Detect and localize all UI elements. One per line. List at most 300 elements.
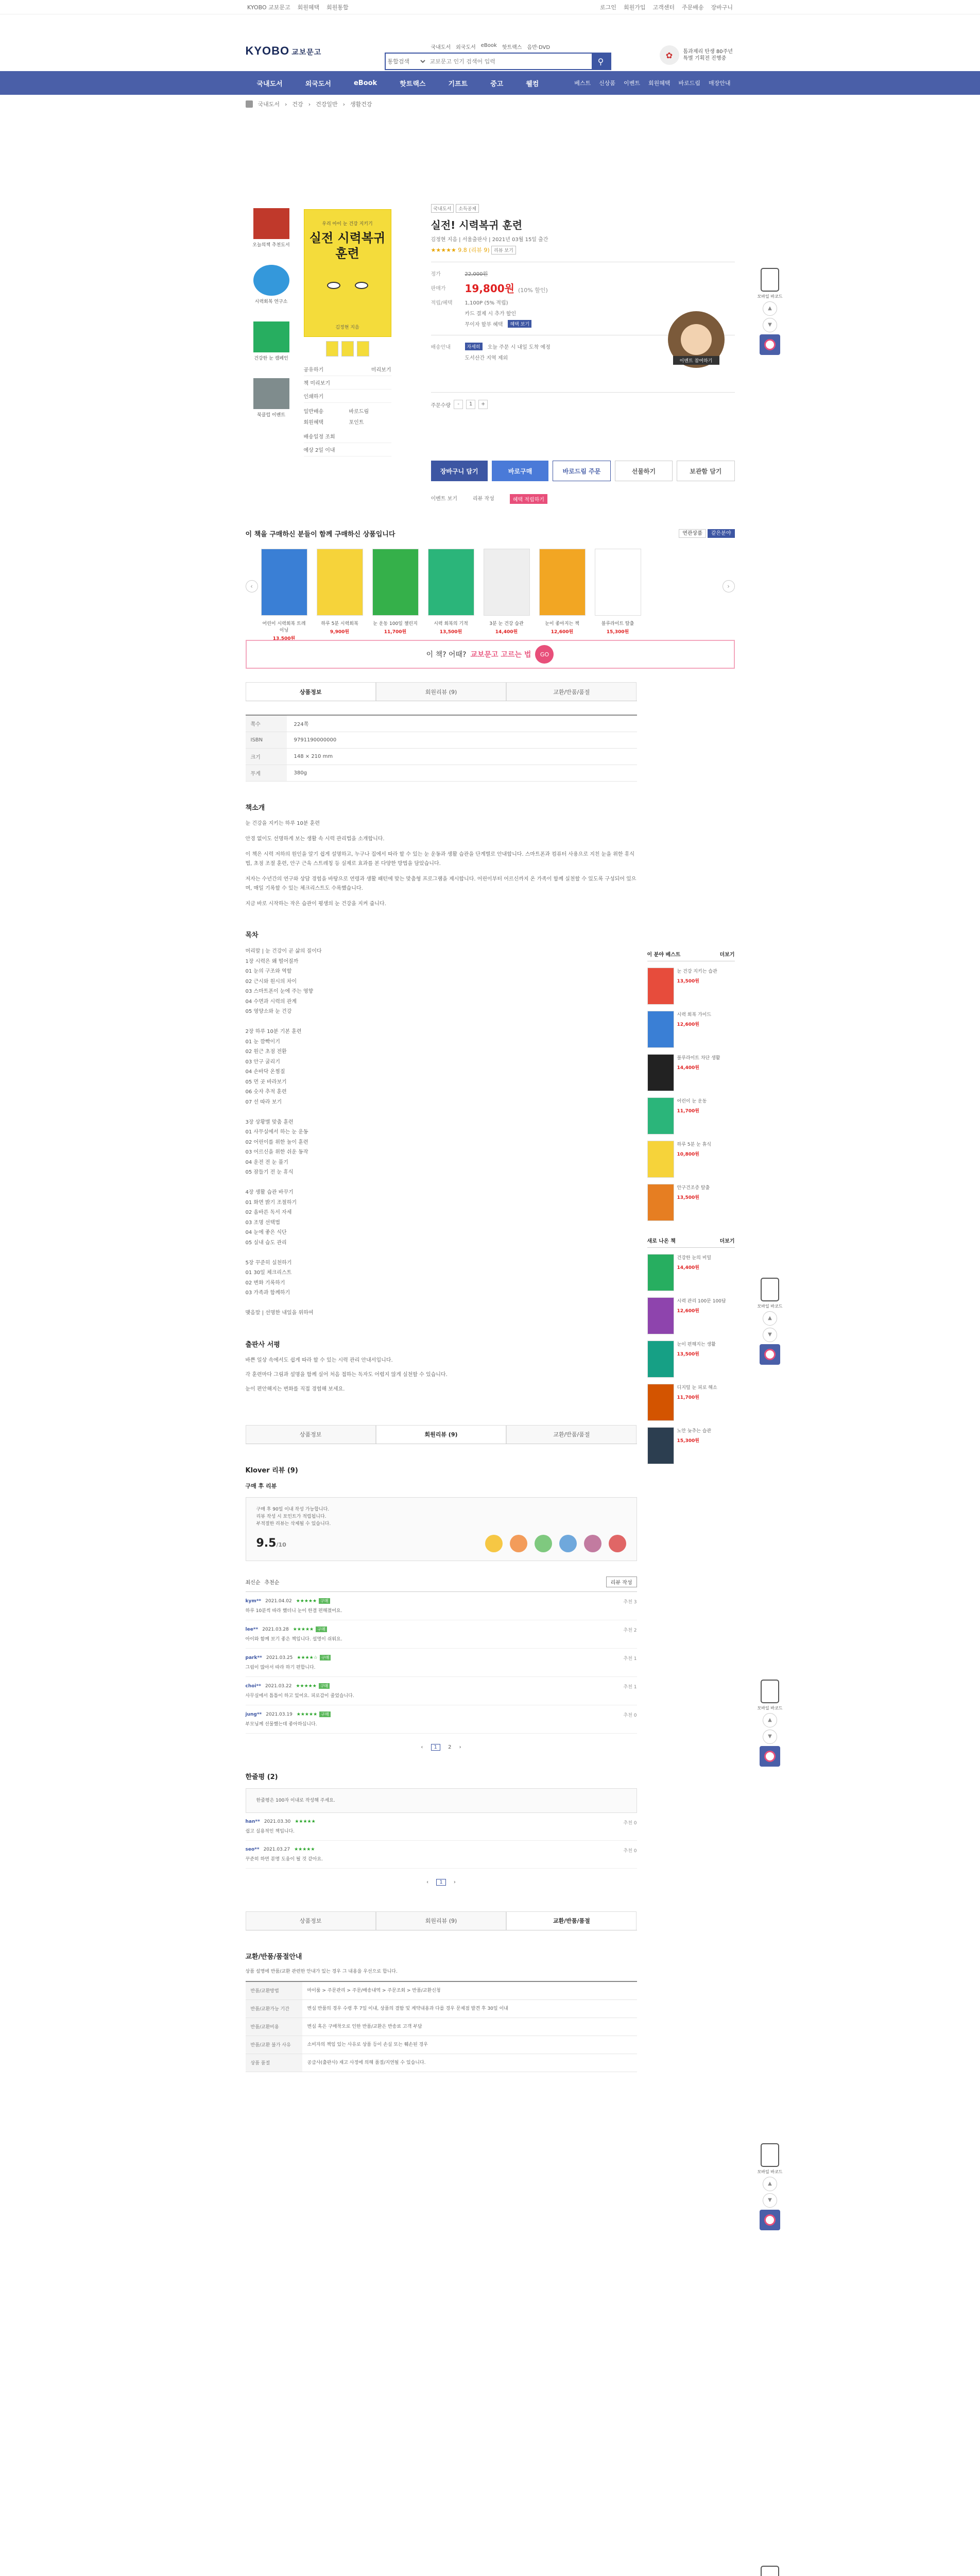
right-col-price: 13,500원 — [677, 1352, 699, 1357]
toc-item: 01 눈의 구조와 역할 — [245, 969, 292, 974]
search-icon[interactable]: ⚲ — [592, 54, 610, 69]
add-to-cart-button[interactable]: 장바구니 담기 — [431, 461, 488, 481]
recs-tab[interactable]: 연관상품 — [679, 529, 706, 538]
scroll-up-icon[interactable]: ▲ — [763, 1713, 777, 1727]
right-col-title: 안구건조증 탈출 — [677, 1185, 710, 1191]
review-section-title: Klover 리뷰 (9) — [245, 1466, 298, 1475]
page-number[interactable]: 2 — [448, 1744, 452, 1750]
left-info-grid-item[interactable]: 회원혜택 — [303, 420, 324, 426]
like-button[interactable]: 추천 2 — [623, 1628, 637, 1633]
sort-option[interactable]: 최신순 — [245, 1580, 261, 1586]
review-stars: ★★★★☆ — [297, 1655, 318, 1660]
toc-item: 04 손바닥 온찜질 — [245, 1069, 285, 1075]
right-col-price: 11,700원 — [677, 1395, 699, 1400]
rec-title: 시력 회복의 기적 — [434, 621, 468, 626]
nav-sub-item[interactable]: 매장안내 — [708, 80, 731, 87]
prev-arrow-icon[interactable]: ‹ — [246, 580, 258, 592]
right-col-item[interactable] — [647, 1384, 735, 1421]
cover-thumbnails — [304, 341, 391, 357]
toc-item: 05 영양소와 눈 건강 — [245, 1009, 292, 1014]
rating-link[interactable]: 리뷰 보기 — [491, 246, 516, 255]
review-user[interactable]: jung** — [245, 1711, 262, 1717]
product-detail-table — [246, 715, 637, 782]
review-head — [246, 1847, 637, 1852]
right-col-text — [677, 1184, 710, 1221]
rec-cover — [484, 549, 530, 616]
right-col-price: 12,600원 — [677, 1309, 699, 1314]
shipping-text: 도서산간 지역 제외 — [465, 355, 508, 361]
toc-item: 06 숫자 추적 훈련 — [245, 1089, 287, 1095]
toc-title: 목차 — [245, 931, 259, 939]
floating-event-icon[interactable] — [760, 1344, 780, 1365]
thumbnail[interactable] — [357, 341, 369, 357]
review-text: 그림이 많아서 따라 하기 편합니다. — [245, 1665, 316, 1670]
prev-page-icon[interactable]: ‹ — [426, 1879, 429, 1885]
customer-center-link[interactable]: 고객센터 — [652, 4, 675, 11]
right-col-title: 건강한 눈의 비밀 — [677, 1256, 712, 1261]
book-cover[interactable] — [304, 209, 391, 337]
gift-icon: ✿ — [660, 45, 679, 65]
right-col-title: 시력 관리 100문 100답 — [677, 1299, 726, 1304]
toc-item: 03 조명 선택법 — [245, 1219, 280, 1226]
tab-product-info[interactable]: 상품정보 — [246, 1911, 376, 1930]
publisher-paragraph: 각 훈련마다 그림과 설명을 함께 실어 처음 접하는 독자도 어렵지 않게 실천할 수 있습니다. — [245, 1371, 448, 1378]
right-col-price: 14,400원 — [677, 1265, 699, 1270]
floating-event-icon[interactable] — [760, 1746, 780, 1767]
side-ad[interactable]: 건강한 눈 캠페인 — [246, 321, 297, 371]
publisher-paragraph: 바쁜 일상 속에서도 쉽게 따라 할 수 있는 시력 관리 안내서입니다. — [245, 1357, 393, 1363]
policy-value: 소비자의 책임 있는 사유로 상품 등이 손실 또는 훼손된 경우 — [307, 2042, 428, 2047]
review-date: 2021.03.27 — [263, 1846, 290, 1852]
toc-item: 04 운전 전 눈 풀기 — [245, 1159, 288, 1165]
nav-sub-item[interactable]: 신상품 — [599, 80, 616, 87]
review-summary — [246, 1497, 637, 1561]
banner-highlight: 교보문고 고르는 법 — [470, 651, 531, 659]
toc-item: 5장 꾸준히 실천하기 — [245, 1260, 292, 1266]
emotion-icon[interactable] — [584, 1535, 601, 1552]
next-arrow-icon[interactable]: › — [723, 580, 735, 592]
left-info-grid-item[interactable]: 바로드림 — [349, 409, 369, 415]
floating-sidebar — [754, 268, 785, 355]
review-head — [246, 1819, 637, 1824]
toc-item — [246, 1017, 637, 1027]
policy-key: 반품/교환 불가 사유 — [246, 2036, 302, 2054]
review-user[interactable]: kym** — [245, 1598, 262, 1604]
order-tracking-link[interactable]: 주문배송 — [681, 4, 704, 11]
points-label: 적립/혜택 — [431, 300, 453, 306]
mobile-barcode-icon[interactable] — [761, 2143, 779, 2167]
recs-list — [246, 549, 735, 641]
product-title: 실전! 시력복귀 훈련 — [431, 219, 523, 231]
nav-item[interactable]: 중고 — [490, 80, 504, 88]
more-link[interactable]: 더보기 — [719, 952, 735, 958]
floating-sidebar — [754, 1680, 785, 1767]
event-character[interactable] — [668, 311, 725, 368]
ad-image — [253, 378, 289, 409]
right-col-item[interactable] — [647, 1254, 735, 1291]
rec-item[interactable] — [372, 549, 419, 641]
right-col-item[interactable] — [647, 1184, 735, 1221]
info-value: 148 × 210 mm — [294, 754, 333, 759]
left-info-grid-item[interactable]: 포인트 — [349, 420, 364, 426]
review-text: 꾸준히 하면 분명 도움이 될 것 같아요. — [245, 1856, 323, 1862]
right-col-title: 눈 건강 지키는 습관 — [677, 969, 717, 974]
like-button[interactable]: 추천 1 — [623, 1684, 637, 1690]
promo-banner[interactable] — [246, 640, 735, 669]
scroll-down-icon[interactable]: ▼ — [763, 1730, 777, 1744]
review-user[interactable]: lee** — [245, 1626, 259, 1632]
rec-price: 12,600원 — [551, 630, 574, 635]
thumbnail[interactable] — [341, 341, 354, 357]
shipping-label: 배송안내 — [431, 345, 451, 350]
right-col-title: 노안 늦추는 습관 — [677, 1429, 712, 1434]
emotion-icon[interactable] — [510, 1535, 527, 1552]
tab-product-info[interactable]: 상품정보 — [246, 682, 376, 701]
benefit-link[interactable]: 혜택 적립하기 — [510, 494, 547, 504]
left-side-ads — [246, 208, 302, 435]
rec-item[interactable] — [539, 549, 586, 641]
toc-item: 02 올바른 독서 자세 — [245, 1210, 292, 1215]
review-item — [246, 1705, 637, 1734]
toc-item: 2장 하루 10분 기본 훈련 — [245, 1029, 302, 1035]
pickup-order-button[interactable]: 바로드림 주문 — [553, 461, 610, 481]
review-item — [246, 1592, 637, 1620]
intro-paragraph: 이 책은 시력 저하의 원인을 알기 쉽게 설명하고, 누구나 집에서 따라 할 수 있는 눈 운동과 생활 습관을 단계별로 안내합니다. 스마트폰과 컴퓨터 사용으로 지친 눈을 위한 휴식법, 초점 조절 훈련, 안구 근육 스트레칭 등 실제로 효과를 본 다양한 방법을 담았습니다. — [245, 852, 635, 867]
toc-item: 03 가족과 함께하기 — [245, 1290, 290, 1296]
intro-paragraph: 안경 없이도 선명하게 보는 생활 속 시력 관리법을 소개합니다. — [245, 836, 385, 842]
review-link[interactable]: 리뷰 작성 — [472, 496, 494, 502]
intro-paragraph: 지금 바로 시작하는 작은 습관이 평생의 눈 건강을 지켜 줍니다. — [245, 901, 386, 907]
write-review-button[interactable]: 리뷰 작성 — [606, 1577, 637, 1587]
nav-sub-item[interactable]: 바로드림 — [678, 80, 700, 87]
rec-item[interactable] — [317, 549, 363, 641]
site-logo[interactable]: KYOBO 교보문고 — [245, 44, 322, 57]
review-stars: ★★★★★ — [296, 1598, 317, 1604]
scroll-up-icon[interactable]: ▲ — [763, 1311, 777, 1326]
mobile-barcode-icon[interactable] — [761, 1278, 779, 1301]
publisher-review-title: 출판사 서평 — [245, 1341, 280, 1349]
sale-price: 19,800원 (10% 할인) — [465, 282, 548, 295]
review-text: 아이와 함께 보기 좋은 책입니다. 설명이 쉬워요. — [245, 1636, 342, 1642]
join-link[interactable]: 회원가입 — [623, 4, 646, 11]
side-ad[interactable]: 시력회복 연구소 — [246, 265, 297, 314]
toc-item: 04 눈에 좋은 식단 — [245, 1230, 287, 1235]
page-number[interactable]: 1 — [431, 1744, 440, 1751]
recs-title: 이 책을 구매하신 분들이 함께 구매하신 상품입니다 — [245, 531, 396, 538]
floating-sidebar — [754, 2566, 785, 2576]
review-user[interactable]: park** — [245, 1655, 262, 1660]
banner-go-button[interactable]: GO — [535, 645, 554, 664]
left-product-info — [304, 363, 391, 456]
review-note: 구매 후 90일 이내 작성 가능합니다. — [256, 1506, 330, 1512]
event-ring-icon — [764, 1349, 776, 1360]
quantity-stepper: 주문수량 - 1 + — [431, 400, 735, 409]
rec-item[interactable] — [484, 549, 530, 641]
breadcrumb-item[interactable]: 생활건강 — [350, 101, 372, 108]
points: 1,100P (5% 적립) — [465, 300, 508, 306]
rec-cover — [428, 549, 474, 616]
policy-table — [246, 1981, 637, 2072]
publisher-paragraph: 눈이 편안해지는 변화를 직접 경험해 보세요. — [245, 1386, 345, 1392]
next-page-icon[interactable]: › — [459, 1744, 461, 1750]
info-row — [246, 749, 637, 765]
topbar-link[interactable]: 회원혜택 — [297, 4, 320, 11]
quantity-value[interactable]: 1 — [466, 400, 475, 409]
tab-product-info[interactable]: 상품정보 — [246, 1425, 376, 1444]
right-col-cover — [647, 1254, 674, 1291]
review-note: 한줄평은 100자 이내로 작성해 주세요. — [256, 1798, 335, 1803]
cover-illustration — [320, 282, 375, 289]
short-review-list — [246, 1813, 637, 1869]
floating-event-icon[interactable] — [760, 2210, 780, 2230]
tab-policy[interactable]: 교환/반품/품절 — [506, 1911, 637, 1930]
header-link[interactable]: 국내도서 — [431, 45, 451, 50]
tab-policy[interactable]: 교환/반품/품절 — [506, 1425, 637, 1444]
right-col-item[interactable] — [647, 1054, 735, 1091]
nav-item[interactable]: 국내도서 — [256, 80, 283, 88]
policy-row — [246, 2054, 637, 2072]
review-user[interactable]: han** — [245, 1819, 260, 1824]
emotion-icon[interactable] — [609, 1535, 626, 1552]
review-pager — [246, 1744, 637, 1751]
left-info-row[interactable]: 책 미리보기 — [303, 381, 330, 386]
preview-button[interactable]: 미리보기 — [371, 367, 391, 373]
right-col-cover — [647, 1184, 674, 1221]
minus-button[interactable]: - — [454, 400, 463, 409]
nav-item[interactable]: 기프트 — [448, 80, 468, 88]
rec-item[interactable] — [595, 549, 641, 641]
thumbnail[interactable] — [326, 341, 338, 357]
policy-key: 반품/교환방법 — [246, 1982, 302, 1999]
mobile-barcode-icon[interactable] — [761, 2566, 779, 2576]
top-utility-bar — [0, 0, 980, 14]
toc-item: 03 어르신을 위한 쉬운 동작 — [245, 1149, 308, 1155]
ad-image — [253, 265, 289, 296]
cover-author: 김정현 지음 — [335, 325, 359, 330]
gift-button[interactable]: 선물하기 — [615, 461, 673, 481]
info-key: ISBN — [246, 732, 287, 748]
review-item — [246, 1649, 637, 1677]
search-category-select[interactable] — [386, 54, 427, 69]
header-link[interactable]: 핫트랙스 — [502, 45, 522, 50]
floating-label: 모바일 바코드 — [757, 294, 783, 299]
detail-tabs-3 — [246, 1911, 637, 1930]
review-stars: ★★★★★ — [296, 1683, 317, 1689]
more-link[interactable]: 더보기 — [719, 1239, 735, 1244]
breadcrumb-item[interactable]: 건강일반 — [316, 101, 338, 108]
policy-value: 마이룸 > 주문관리 > 주문/배송내역 > 주문조회 > 반품/교환신청 — [307, 1988, 441, 1993]
cart-link[interactable]: 장바구니 — [711, 4, 733, 11]
scroll-down-icon[interactable]: ▼ — [763, 2193, 777, 2208]
rec-item[interactable] — [428, 549, 474, 641]
left-info-grid-item[interactable]: 일반배송 — [303, 409, 324, 415]
like-button[interactable]: 추천 0 — [623, 1820, 637, 1826]
right-col-item[interactable] — [647, 1341, 735, 1378]
right-col-item[interactable] — [647, 1141, 735, 1178]
right-col-item[interactable] — [647, 1427, 735, 1464]
like-button[interactable]: 추천 0 — [623, 1848, 637, 1854]
review-head — [246, 1655, 637, 1660]
rec-title: 어린이 시력회복 트레이닝 — [262, 621, 306, 633]
right-col-text — [677, 1054, 720, 1091]
right-col-title: 어린이 눈 운동 — [677, 1099, 707, 1104]
sort-option[interactable]: 추천순 — [264, 1580, 280, 1586]
benefit-text: 카드 결제 시 추가 할인 — [465, 311, 517, 317]
event-ring-icon — [764, 339, 776, 350]
right-col-cover — [647, 1097, 674, 1134]
rec-item[interactable] — [261, 549, 307, 641]
right-col-item[interactable] — [647, 1297, 735, 1334]
delivery-check[interactable]: 배송일정 조회 — [303, 434, 335, 440]
review-stars: ★★★★★ — [293, 1626, 314, 1632]
recs-tab[interactable]: 같은분야 — [708, 529, 735, 538]
intro-paragraph: 저자는 수년간의 연구와 상담 경험을 바탕으로 연령과 생활 패턴에 맞는 맞춤형 프로그램을 제시합니다. 어린이부터 어르신까지 온 가족이 함께 실천할 수 있도록 구성되어 있으며, 매일 기록할 수 있는 체크리스트도 수록했습니다. — [245, 876, 637, 891]
scroll-down-icon[interactable]: ▼ — [763, 1328, 777, 1342]
rec-title: 하루 5분 시력회복 — [321, 621, 358, 626]
like-button[interactable]: 추천 1 — [623, 1656, 637, 1662]
emotion-icon[interactable] — [485, 1535, 503, 1552]
main-content — [246, 682, 637, 2072]
policy-key: 반품/교환비용 — [246, 2018, 302, 2036]
purchase-badge: 구매 — [319, 1683, 330, 1689]
review-user[interactable]: choi** — [245, 1683, 261, 1689]
left-info-row[interactable]: 인쇄하기 — [303, 394, 324, 400]
tab-reviews[interactable]: 회원리뷰 (9) — [376, 682, 506, 701]
policy-row — [246, 2036, 637, 2054]
ad-image — [253, 321, 289, 352]
ship-badge[interactable]: 자세히 — [465, 343, 483, 350]
right-col-item[interactable] — [647, 1011, 735, 1048]
intro-text — [246, 819, 637, 909]
policy-row — [246, 2018, 637, 2036]
event-link[interactable]: 이벤트 보기 — [431, 496, 457, 502]
nav-sub-item[interactable]: 베스트 — [574, 80, 591, 87]
intro-title: 책소개 — [245, 804, 265, 812]
purchase-actions — [431, 461, 735, 481]
product-badge: 국내도서 — [431, 204, 454, 213]
plus-button[interactable]: + — [478, 400, 488, 409]
rec-price: 13,500원 — [272, 636, 296, 641]
review-head — [246, 1683, 637, 1689]
policy-note: 상품 설명에 반품/교환 관련한 안내가 있는 경우 그 내용을 우선으로 합니다. — [245, 1969, 398, 1974]
topbar-link[interactable]: KYOBO 교보문고 — [247, 4, 290, 11]
policy-value: 공급사(출판사) 재고 사정에 의해 품절/지연될 수 있습니다. — [307, 2060, 426, 2065]
header-link[interactable]: 외국도서 — [456, 45, 476, 50]
right-col-item[interactable] — [647, 968, 735, 1005]
nav-sub-item[interactable]: 이벤트 — [624, 80, 640, 87]
mobile-barcode-icon[interactable] — [761, 268, 779, 292]
right-col-cover — [647, 1427, 674, 1464]
review-text: 쉽고 실용적인 책입니다. — [245, 1828, 295, 1834]
right-col-cover — [647, 1141, 674, 1178]
policy-key: 반품/교환가능 기간 — [246, 2000, 302, 2018]
purchase-badge: 구매 — [319, 1598, 330, 1604]
emotion-icon[interactable] — [559, 1535, 577, 1552]
like-button[interactable]: 추천 0 — [623, 1713, 637, 1718]
emotion-icons — [485, 1535, 626, 1552]
review-date: 2021.03.19 — [266, 1711, 293, 1717]
publisher-review-text — [246, 1356, 637, 1394]
tab-reviews[interactable]: 회원리뷰 (9) — [376, 1911, 506, 1930]
tab-policy[interactable]: 교환/반품/품절 — [506, 682, 637, 701]
right-col-price: 13,500원 — [677, 1195, 699, 1200]
nav-item[interactable]: 웰컴 — [526, 80, 539, 88]
emotion-icon[interactable] — [535, 1535, 552, 1552]
event-ring-icon — [764, 1751, 776, 1762]
side-ad[interactable]: 북클럽 이벤트 — [246, 378, 297, 428]
breadcrumb-item[interactable]: 건강 — [292, 101, 303, 108]
buy-now-button[interactable]: 바로구매 — [492, 461, 548, 481]
policy-key: 상품 품절 — [246, 2054, 302, 2072]
review-date: 2021.03.25 — [266, 1655, 293, 1660]
nav-sub-item[interactable]: 회원혜택 — [648, 80, 670, 87]
info-value: 380g — [294, 770, 307, 776]
right-col-text — [677, 1254, 712, 1291]
wishlist-button[interactable]: 보관함 담기 — [677, 461, 734, 481]
right-col-item[interactable] — [647, 1097, 735, 1134]
header-promo-text: 톰과제리 탄생 80주년 특별 기획전 진행중 — [683, 49, 733, 61]
review-note: 리뷰 작성 시 포인트가 적립됩니다. — [256, 1514, 326, 1519]
review-user[interactable]: seo** — [245, 1846, 260, 1852]
toc-item: 07 선 따라 보기 — [245, 1099, 282, 1105]
next-page-icon[interactable]: › — [453, 1879, 456, 1885]
like-button[interactable]: 추천 3 — [623, 1599, 637, 1605]
mobile-barcode-icon[interactable] — [761, 1680, 779, 1703]
info-row — [246, 732, 637, 749]
policy-row — [246, 1982, 637, 2000]
right-col-title: 눈이 편해지는 생활 — [677, 1342, 716, 1347]
header-link[interactable]: eBook — [480, 43, 497, 48]
review-item — [246, 1620, 637, 1649]
prev-page-icon[interactable]: ‹ — [421, 1744, 423, 1750]
tab-reviews[interactable]: 회원리뷰 (9) — [376, 1425, 506, 1444]
right-col-title: 시력 회복 가이드 — [677, 1012, 712, 1018]
toc-item: 3장 상황별 맞춤 훈련 — [245, 1119, 294, 1125]
topbar-link[interactable]: 회원통합 — [326, 4, 349, 11]
nav-item[interactable]: 핫트랙스 — [400, 80, 426, 88]
scroll-up-icon[interactable]: ▲ — [763, 301, 777, 316]
rec-price: 11,700원 — [384, 630, 407, 635]
review-head — [246, 1626, 637, 1632]
home-icon[interactable] — [246, 100, 253, 108]
scroll-up-icon[interactable]: ▲ — [763, 2177, 777, 2191]
login-link[interactable]: 로그인 — [600, 4, 616, 11]
scroll-down-icon[interactable]: ▼ — [763, 318, 777, 332]
header-link[interactable]: 음반·DVD — [527, 45, 551, 50]
toc-item: 04 수면과 시력의 관계 — [245, 998, 297, 1005]
right-col-cover — [647, 1341, 674, 1378]
breadcrumb-item[interactable]: 국내도서 — [257, 101, 280, 108]
toc-item: 4장 생활 습관 바꾸기 — [245, 1190, 294, 1195]
search-input[interactable] — [427, 54, 592, 69]
header-promo[interactable] — [660, 45, 735, 65]
product-badge: 소득공제 — [456, 204, 479, 213]
side-ad[interactable]: 오늘의책 추천도서 — [246, 208, 297, 258]
rec-price: 13,500원 — [439, 630, 462, 635]
review-head — [246, 1598, 637, 1604]
share-button[interactable]: 공유하기 — [303, 367, 324, 373]
right-col-text — [677, 1011, 712, 1048]
right-col-price: 13,500원 — [677, 979, 699, 984]
benefit-button[interactable]: 혜택 보기 — [508, 320, 531, 328]
page-number[interactable]: 1 — [436, 1879, 445, 1886]
purchase-badge: 구매 — [319, 1711, 330, 1717]
nav-item[interactable]: eBook — [353, 79, 377, 87]
nav-item[interactable]: 외국도서 — [305, 80, 331, 88]
floating-event-icon[interactable] — [760, 334, 780, 355]
toc-item: 05 실내 습도 관리 — [245, 1240, 287, 1246]
product-author[interactable]: 김정현 지음 | 서울출판사 | 2021년 03월 15일 출간 — [431, 237, 548, 243]
